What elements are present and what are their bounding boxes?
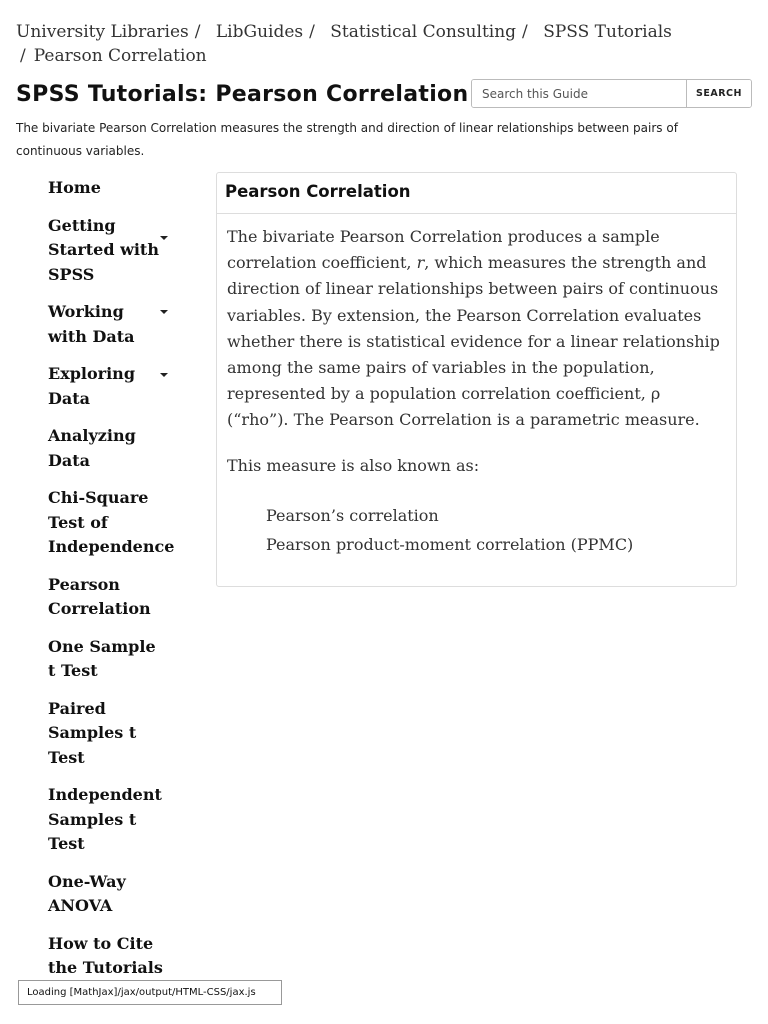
sidebar-item-label: Getting Started with SPSS	[48, 215, 159, 284]
sidebar-item-label: One Sample t Test	[48, 636, 156, 680]
page-title: SPSS Tutorials: Pearson Correlation	[16, 82, 469, 107]
sidebar-item-paired-samples-t-test[interactable]	[48, 697, 178, 771]
sidebar-item-label: One-Way ANOVA	[48, 871, 126, 915]
sidebar-item-getting-started[interactable]	[48, 214, 178, 288]
search-button[interactable]: SEARCH	[687, 80, 751, 107]
sidebar-item-label: How to Cite the Tutorials	[48, 933, 163, 977]
list-item: Pearson’s correlation	[266, 505, 439, 525]
sidebar-item-label: Pearson Correlation	[48, 574, 151, 618]
sidebar-item-label: Independent Samples t Test	[48, 785, 162, 853]
breadcrumb-separator: /	[522, 22, 528, 42]
intro-text-end: , which measures the strength and direction of linear relationships between pairs of continuous variables. By extension, the Pearson Correlation evaluates whether there is statistical evidence for a linear relationship among the same pairs of variables in the population, represented by a population correlation coefficient, ρ (“rho”). The Pearson Correlation is a parametric measure.	[227, 253, 720, 430]
list-item: Pearson product-moment correlation (PPMC)	[266, 535, 634, 555]
sidebar-item-exploring-data[interactable]	[48, 362, 178, 411]
search-form	[471, 79, 752, 108]
sidebar-item-independent-samples-t-test[interactable]	[48, 783, 178, 857]
breadcrumb-separator: /	[20, 46, 26, 66]
sidebar-item-pearson-correlation[interactable]	[48, 573, 178, 622]
sidebar-nav	[48, 176, 178, 994]
breadcrumb-spss-tutorials[interactable]: SPSS Tutorials	[543, 22, 672, 42]
panel-body	[217, 214, 736, 560]
sidebar-item-analyzing-data[interactable]	[48, 424, 178, 473]
search-input[interactable]	[472, 80, 687, 107]
sidebar-item-working-with-data[interactable]	[48, 300, 178, 349]
breadcrumb-university-libraries[interactable]: University Libraries	[16, 22, 189, 42]
sidebar-item-label: Exploring Data	[48, 364, 135, 408]
caret-down-icon[interactable]	[160, 373, 168, 377]
sidebar-item-chi-square[interactable]	[48, 486, 178, 560]
sidebar-item-one-way-anova[interactable]	[48, 870, 178, 919]
content-panel	[216, 172, 737, 587]
sidebar-item-label: Working with Data	[48, 302, 135, 346]
sidebar-item-label: Chi-Square Test of Independence	[48, 488, 175, 556]
sidebar-item-label: Analyzing Data	[48, 426, 136, 470]
breadcrumb-current: Pearson Correlation	[33, 46, 207, 66]
breadcrumb-separator: /	[309, 22, 315, 42]
sidebar-item-label: Home	[48, 178, 101, 197]
sidebar-item-one-sample-t-test[interactable]	[48, 635, 178, 684]
caret-down-icon[interactable]	[160, 310, 168, 314]
caret-down-icon[interactable]	[160, 236, 168, 240]
also-known-as-paragraph: This measure is also known as:	[227, 455, 480, 475]
intro-text-start: The bivariate Pearson Correlation produces a sample correlation coefficient,	[227, 227, 660, 273]
mathjax-loading-status: Loading [MathJax]/jax/output/HTML-CSS/jax.js	[18, 980, 282, 1005]
breadcrumb-separator: /	[194, 22, 201, 42]
intro-paragraph	[227, 224, 726, 434]
breadcrumb	[16, 20, 736, 68]
sidebar-item-home[interactable]	[48, 176, 178, 201]
breadcrumb-libguides[interactable]: LibGuides	[215, 22, 304, 42]
sidebar-item-how-to-cite[interactable]	[48, 932, 178, 981]
breadcrumb-statistical-consulting[interactable]: Statistical Consulting	[330, 22, 517, 42]
page-description: The bivariate Pearson Correlation measures the strength and direction of linear relationships between pairs of continuous variables.	[16, 121, 678, 158]
panel-heading: Pearson Correlation	[217, 173, 736, 214]
r-symbol: r	[416, 253, 425, 273]
aliases-list	[227, 501, 726, 560]
sidebar-item-label: Paired Samples t Test	[48, 698, 137, 767]
